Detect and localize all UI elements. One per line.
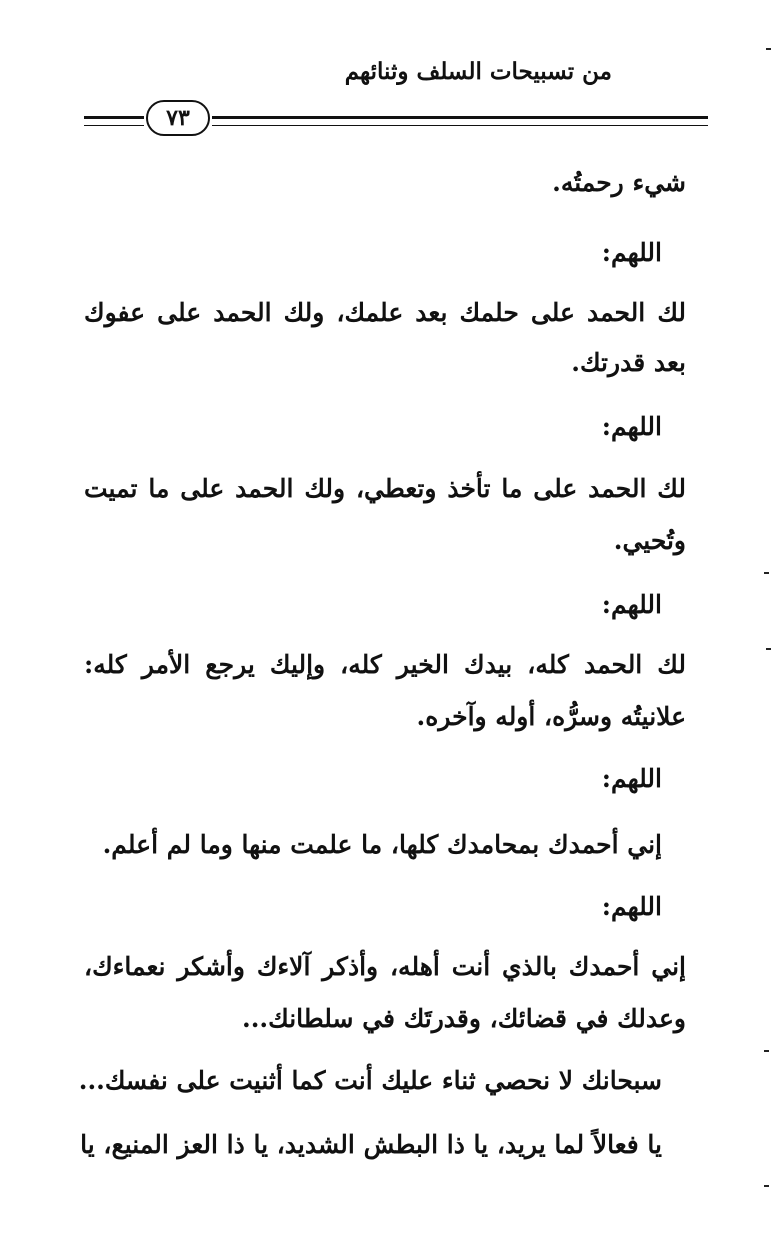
- text-line: إني أحمدك بمحامدك كلها، ما علمت منها وما لم أعلم.: [102, 830, 662, 859]
- section-heading: اللهم:: [601, 892, 662, 921]
- text-line: لك الحمد على حلمك بعد علمك، ولك الحمد على عفوك: [84, 298, 686, 327]
- text-line: بعد قدرتك.: [571, 348, 686, 377]
- margin-mark: [766, 648, 771, 650]
- margin-mark: [764, 572, 769, 574]
- running-title: من تسبيحات السلف وثنائهم: [344, 58, 612, 85]
- text-line: إني أحمدك بالذي أنت أهله، وأذكر آلاءك وأشكر نعماءك،: [84, 952, 686, 981]
- header-rule-right: [212, 116, 708, 126]
- page-number: ٧٣: [146, 100, 210, 136]
- section-heading: اللهم:: [601, 764, 662, 793]
- margin-mark: [764, 1185, 769, 1187]
- text-line: شيء رحمتُه.: [552, 168, 686, 197]
- text-line: سبحانك لا نحصي ثناء عليك أنت كما أثنيت على نفسك...: [78, 1066, 662, 1095]
- section-heading: اللهم:: [601, 412, 662, 441]
- text-line: علانيتُه وسرُّه، أوله وآخره.: [416, 702, 686, 731]
- section-heading: اللهم:: [601, 238, 662, 267]
- section-heading: اللهم:: [601, 590, 662, 619]
- text-line: وعدلك في قضائك، وقدرتَك في سلطانك...: [242, 1004, 686, 1033]
- text-line: يا فعالاً لما يريد، يا ذا البطش الشديد، يا ذا العز المنيع، يا: [80, 1130, 662, 1159]
- text-line: لك الحمد على ما تأخذ وتعطي، ولك الحمد على ما تميت: [84, 474, 686, 503]
- margin-mark: [766, 48, 771, 50]
- header-rule-left: [84, 116, 144, 126]
- text-line: وتُحيي.: [613, 526, 686, 555]
- text-line: لك الحمد كله، بيدك الخير كله، وإليك يرجع الأمر كله:: [84, 650, 686, 679]
- margin-mark: [764, 1050, 769, 1052]
